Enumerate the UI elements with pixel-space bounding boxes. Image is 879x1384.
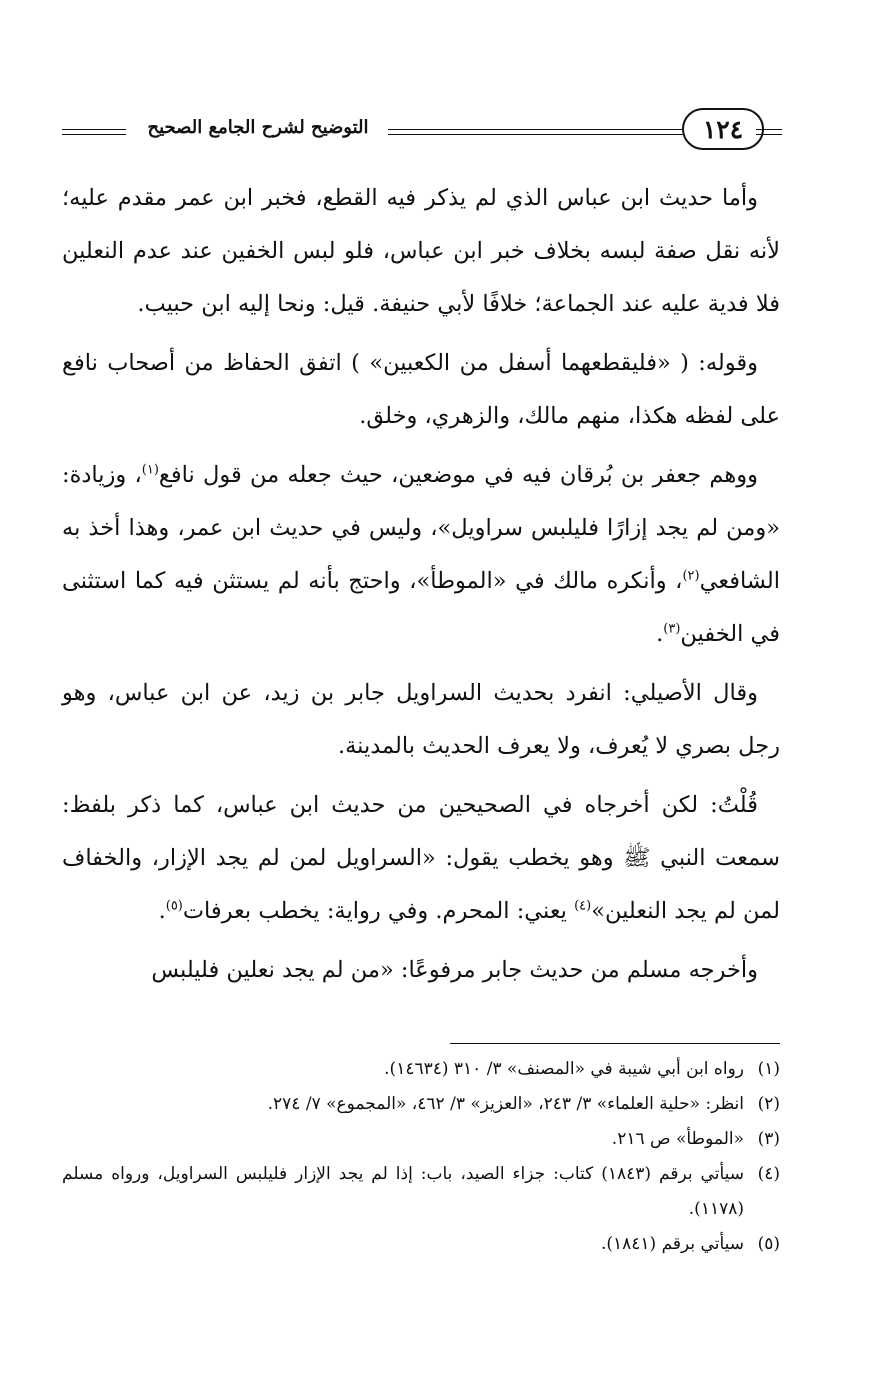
page-header [62,108,782,158]
paragraph: ووهم جعفر بن بُرقان فيه في موضعين، حيث جعله من قول نافع$^{(١)}$، وزيادة: «ومن لم يجد إزارًا فليلبس سراويل»، وليس في حديث ابن عمر، وهذا أخذ به الشافعي$^{(٢)}$، وأنكره مالك في «الموطأ»، واحتج بأنه لم يستثن فيه كما استثنى في الخفين$^{(٣)}$. [62,462,780,647]
footnote-text: رواه ابن أبي شيبة في «المصنف» ٣/ ٣١٠ (١٤٦٣٤). [384,1059,744,1079]
body-text [62,172,780,997]
footnote-separator [450,1043,780,1044]
header-rule-middle [388,129,700,135]
footnote-text: سيأتي برقم (١٨٤١). [600,1234,744,1254]
paragraph: وقال الأصيلي: انفرد بحديث السراويل جابر بن زيد، عن ابن عباس، وهو رجل بصري لا يُعرف، ولا يعرف الحديث بالمدينة. [62,680,780,759]
footnote-ref: (٥) [165,898,183,914]
footnotes [62,1052,780,1262]
footnote [62,1052,780,1087]
footnote [62,1087,780,1122]
paragraph: قُلْتُ: لكن أخرجاه في الصحيحين من حديث ابن عباس، كما ذكر بلفظ: سمعت النبي ﷺ وهو يخطب يقول: «السراويل لمن لم يجد الإزار، والخفاف لمن لم يجد النعلين»$^{(٤)}$ يعني: المحرم. وفي رواية: يخطب بعرفات$^{(٥)}$. [62,792,780,924]
footnote [62,1157,780,1227]
footnote [62,1122,780,1157]
footnote-number: (٤) [757,1164,780,1184]
footnote [62,1227,780,1262]
footnote-ref: (١) [141,462,159,478]
footnote-text: انظر: «حلية العلماء» ٣/ ٢٤٣، «العزيز» ٣/ ٤٦٢، «المجموع» ٧/ ٢٧٤. [267,1094,744,1114]
header-rule-left [62,129,126,135]
footnote-ref: (٣) [663,621,681,637]
footnote-text: سيأتي برقم (١٨٤٣) كتاب: جزاء الصيد، باب: إذا لم يجد الإزار فليلبس السراويل، ورواه مسلم (١١٧٨). [62,1164,744,1219]
footnote-number: (٣) [757,1129,780,1149]
footnote-number: (٢) [757,1094,780,1114]
paragraph: وأما حديث ابن عباس الذي لم يذكر فيه القطع، فخبر ابن عمر مقدم عليه؛ لأنه نقل صفة لبسه بخلاف خبر ابن عباس، فلو لبس الخفين عند عدم النعلين فلا فدية عليه عند الجماعة؛ خلافًا لأبي حنيفة. قيل: ونحا إليه ابن حبيب. [62,185,780,317]
footnote-text: «الموطأ» ص ٢١٦. [611,1129,744,1149]
footnote-number: (٥) [757,1234,780,1254]
footnote-ref: (٤) [574,898,592,914]
footnote-number: (١) [757,1059,780,1079]
header-rule-right [756,129,782,135]
page-number: ١٢٤ [682,108,764,150]
paragraph: وأخرجه مسلم من حديث جابر مرفوعًا: «من لم يجد نعلين فليلبس [151,957,758,983]
running-title: التوضيح لشرح الجامع الصحيح [147,117,369,138]
paragraph: وقوله: ( «فليقطعهما أسفل من الكعبين» ) اتفق الحفاظ من أصحاب نافع على لفظه هكذا، منهم مالك، والزهري، وخلق. [62,350,780,429]
footnote-ref: (٢) [682,568,700,584]
